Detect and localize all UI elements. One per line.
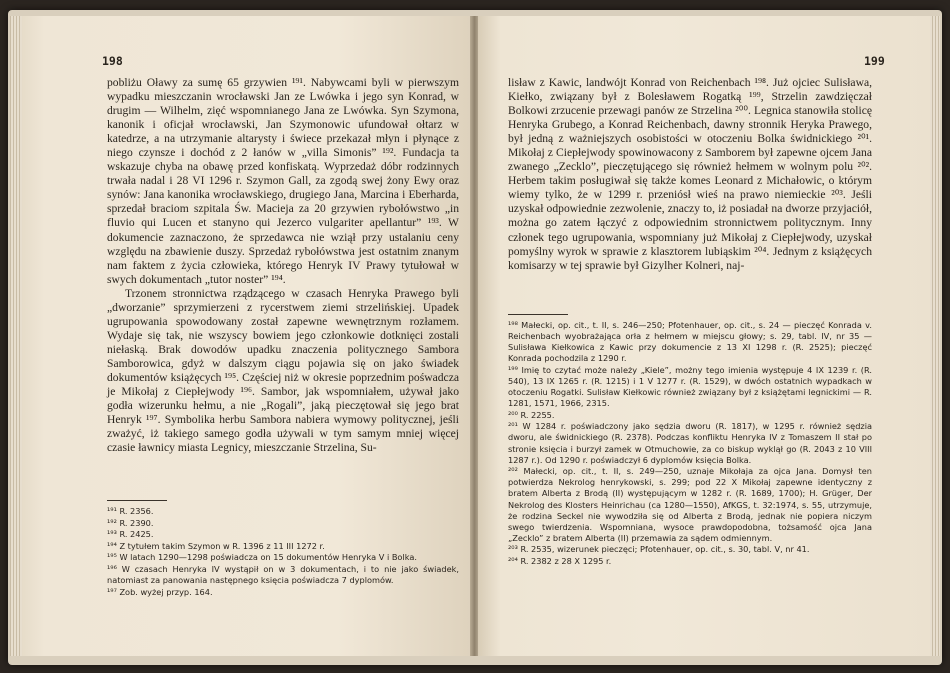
footnote: ¹⁹¹ R. 2356. — [107, 506, 154, 516]
page-number-left: 198 — [102, 54, 123, 68]
left-page — [22, 16, 472, 656]
paragraph: Trzonem stronnictwa rządzącego w czasach Henryka Prawego byli „dworzanie” sprzymierzeni z rycerstwem ziemi strzelińskiej. Upadek ugrupowania spowodowany został zapewne wewnętrznym rozłamem. Wydaje się tak, nie wszyscy bowiem jego członkowie dotknięci zostali niełaską. Brak dowodów upadku znaczenia politycznego Sambora Samborowica, gdyż w dalszym ciągu pojawia się on jako świadek dokumentów książęcych ¹⁹⁵. Częściej niż w okresie poprzednim pośwadcza je Mikołaj z Ciepłejwody ¹⁹⁶. Sambor, jak wspomniałem, używał jako godła wizerunku hełmu, a nie „Rogali”, jaką pieczętował się jego brat Henryk ¹⁹⁷. Symbolika herbu Sambora nabiera wymowy politycznej, jeśli zważyć, iż takiego samego godła używali w tym samym mniej więcej czasie ławnicy miasta Legnicy, mieszczanie Strzelina, Su- — [107, 286, 459, 455]
page-edges-right — [930, 16, 940, 656]
paragraph: pobliżu Oławy za sumę 65 grzywien ¹⁹¹. Nabywcami byli w pierwszym wypadku mieszczanin wrocławski Jan ze Lwówka i jego syn Konrad, w drugim — Wilhelm, zięć wspomnianego Jana ze Lwówka. Syn Szymona, kanonik i oficjał wrocławski, Jan Szymonowic ufundował ołtarz w katedrze, a na utrzymanie altarysty i świece przekazał młyn i płynące z niego czynsze i dochód z 2 łanów w „villa Simonis” ¹⁹². Fundacja ta wskazuje chyba na obawę przed konfiskatą. Wyprzedaż dóbr rodzinnych trwała nadal i 28 VI 1296 r. Szymon Gall, za zgodą swej żony Ewy oraz synów: Jana kanonika wrocławskiego, drugiego Jana, Marcina i Eberharda, sprzedał braciom szpitala Św. Macieja za 20 grzywien rybołówstwo „in fluvio qui Lucen et stanyno qui Jezerco vulgariter apellantur” ¹⁹³. W dokumencie zaznaczono, że sprzedawca nie wziął przy ustalaniu ceny względu na zbawienie duszy. Sprzedaż rybołówstwa jest ostatnim znanym nam faktem z życia człowieka, którego Henryk IV Prawy tytułował w swych dokumentach „tutor noster” ¹⁹⁴. — [107, 76, 459, 286]
footnote: ²⁰³ R. 2535, wizerunek pieczęci; Pfotenhauer, op. cit., s. 30, tabl. V, nr 41. — [508, 544, 810, 555]
footnote: ²⁰¹ W 1284 r. poświadczony jako sędzia dworu (R. 1817), w 1295 r. również sędzia dworu, ale świdnickiego (R. 2378). Podczas konfliktu Henryka IV z Tomaszem II stał po stronie księcia i burzył zamek w Otmuchowie, za co biskup wyklął go (R. 2043 z 10 VIII 1287 r.). Od 1290 r. poświadczył 6 dyplomów księcia Bolka. — [508, 421, 872, 465]
footnote: ¹⁹⁹ Imię to czytać może należy „Kiele”, możny tego imienia występuje 4 IX 1239 r. (R. 540), 13 IX 1265 r. (R. 1215) i 1 V 1277 r. (R. 1529), w dwóch ostatnich wypadkach w otoczeniu Rogatki. Sulisław Kiełkowic również związany był z książętami legnickimi — R. 1281, 1571, 1966, 2315. — [508, 364, 872, 409]
footnote: ²⁰⁴ R. 2382 z 28 X 1295 r. — [508, 555, 612, 566]
footnote: ¹⁹⁴ Z tytułem takim Szymon w R. 1396 z 11 III 1272 r. — [107, 540, 325, 551]
left-footnotes — [107, 506, 459, 598]
left-body-text — [107, 76, 459, 455]
footnote: ¹⁹⁵ W latach 1290—1298 poświadcza on 15 dokumentów Henryka V i Bolka. — [107, 552, 417, 563]
footnote: ¹⁹³ R. 2425. — [107, 529, 154, 540]
footnote-rule — [107, 500, 167, 501]
page-number-right: 199 — [864, 54, 885, 68]
page-edges-left — [10, 16, 22, 656]
right-page — [478, 16, 930, 656]
right-body-text — [508, 76, 872, 273]
footnote: ¹⁹⁸ Małecki, op. cit., t. II, s. 246—250; Pfotenhauer, op. cit., s. 24 — pieczęć Konrada v. Reichenbach wyobrażająca orła z hełmem w miejscu głowy; s. 29, tabl. IV, nr 35 — Sulisława Kiełkowica z Kawic przy dokumencie z 13 XI 1298 r. (R. 2525); pieczęć Konrada pochodzila z 1290 r. — [508, 320, 872, 364]
footnote: ²⁰² Małecki, op. cit., t. II, s. 249—250, uznaje Mikołaja za ojca Jana. Domysł ten potwierdza Nekrolog henrykowski, s. 299; pod 22 X Mikołaj zapewne identyczny z bratem Alberta z Brodą (II) występującym w 1282 r. (R. 1689, 1700); H. Grüger, Der Nekrolog des Klosters Heinrichau (ca 1280—1550), AfKGS, t. 32:1974, s. 55, utrzymuje, że rodzina Seckel nie wywodziła się od Alberta z Brodą, jednak nie popiera niczym swego twierdzenia. Wspomniana, wysoce prawdopodobna, tożsamość ojca Jana „Zecklo” z bratem Alberta (II) przemawia za sądem odmiennym. — [508, 466, 872, 543]
footnote: ²⁰⁰ R. 2255. — [508, 409, 555, 420]
footnote: ¹⁹⁷ Zob. wyżej przyp. 164. — [107, 586, 213, 597]
open-book — [8, 10, 942, 665]
footnote: ¹⁹⁶ W czasach Henryka IV wystąpił on w 3 dokumentach, i to nie jako świadek, natomiast za panowania następnego księcia poświadcza 7 dyplomów. — [107, 563, 459, 586]
footnote-rule — [508, 314, 568, 315]
right-footnotes — [508, 320, 872, 568]
paragraph: lisław z Kawic, landwójt Konrad von Reichenbach ¹⁹⁸. Już ojciec Sulisława, Kiełko, związany był z Bolesławem Rogatką ¹⁹⁹, Strzelin zawdzięczał Bolkowi zrzucenie przewagi panów ze Strzelina ²⁰⁰. Legnica stanowiła stolicę Henryka Grubego, a Konrad Reichenbach, dawny stronnik Heryka Prawego, był jedną z ważniejszych osobistości w otoczeniu Bolka świdnickiego ²⁰¹. Mikołaj z Ciepłejwody spowinowacony z Samborem był zapewne ojcem Jana zwanego „Zecklo”, pieczętującego się również hełmem w wolnym polu ²⁰². Herbem takim posługiwał się także komes Leonard z Michałowic, o którym wiemy tylko, że w 1299 r. przeniósł wieś na prawo niemieckie ²⁰³. Jeśli uzyskał odpowiednie zezwolenie, znaczy to, iż posiadał na dworze przyjaciół, można go zatem łączyć z odpowiednim stronnictwem politycznym. Inny członek tego ugrupowania, wspomniany już Mikołaj z Ciepłejwody, uzyskał pomyślny wyrok w sprawie z klasztorem lubiąskim ²⁰⁴. Jednym z książęcych komisarzy w tej sprawie był Gizylher Kolneri, naj- — [508, 76, 872, 272]
footnote: ¹⁹² R. 2390. — [107, 517, 154, 528]
